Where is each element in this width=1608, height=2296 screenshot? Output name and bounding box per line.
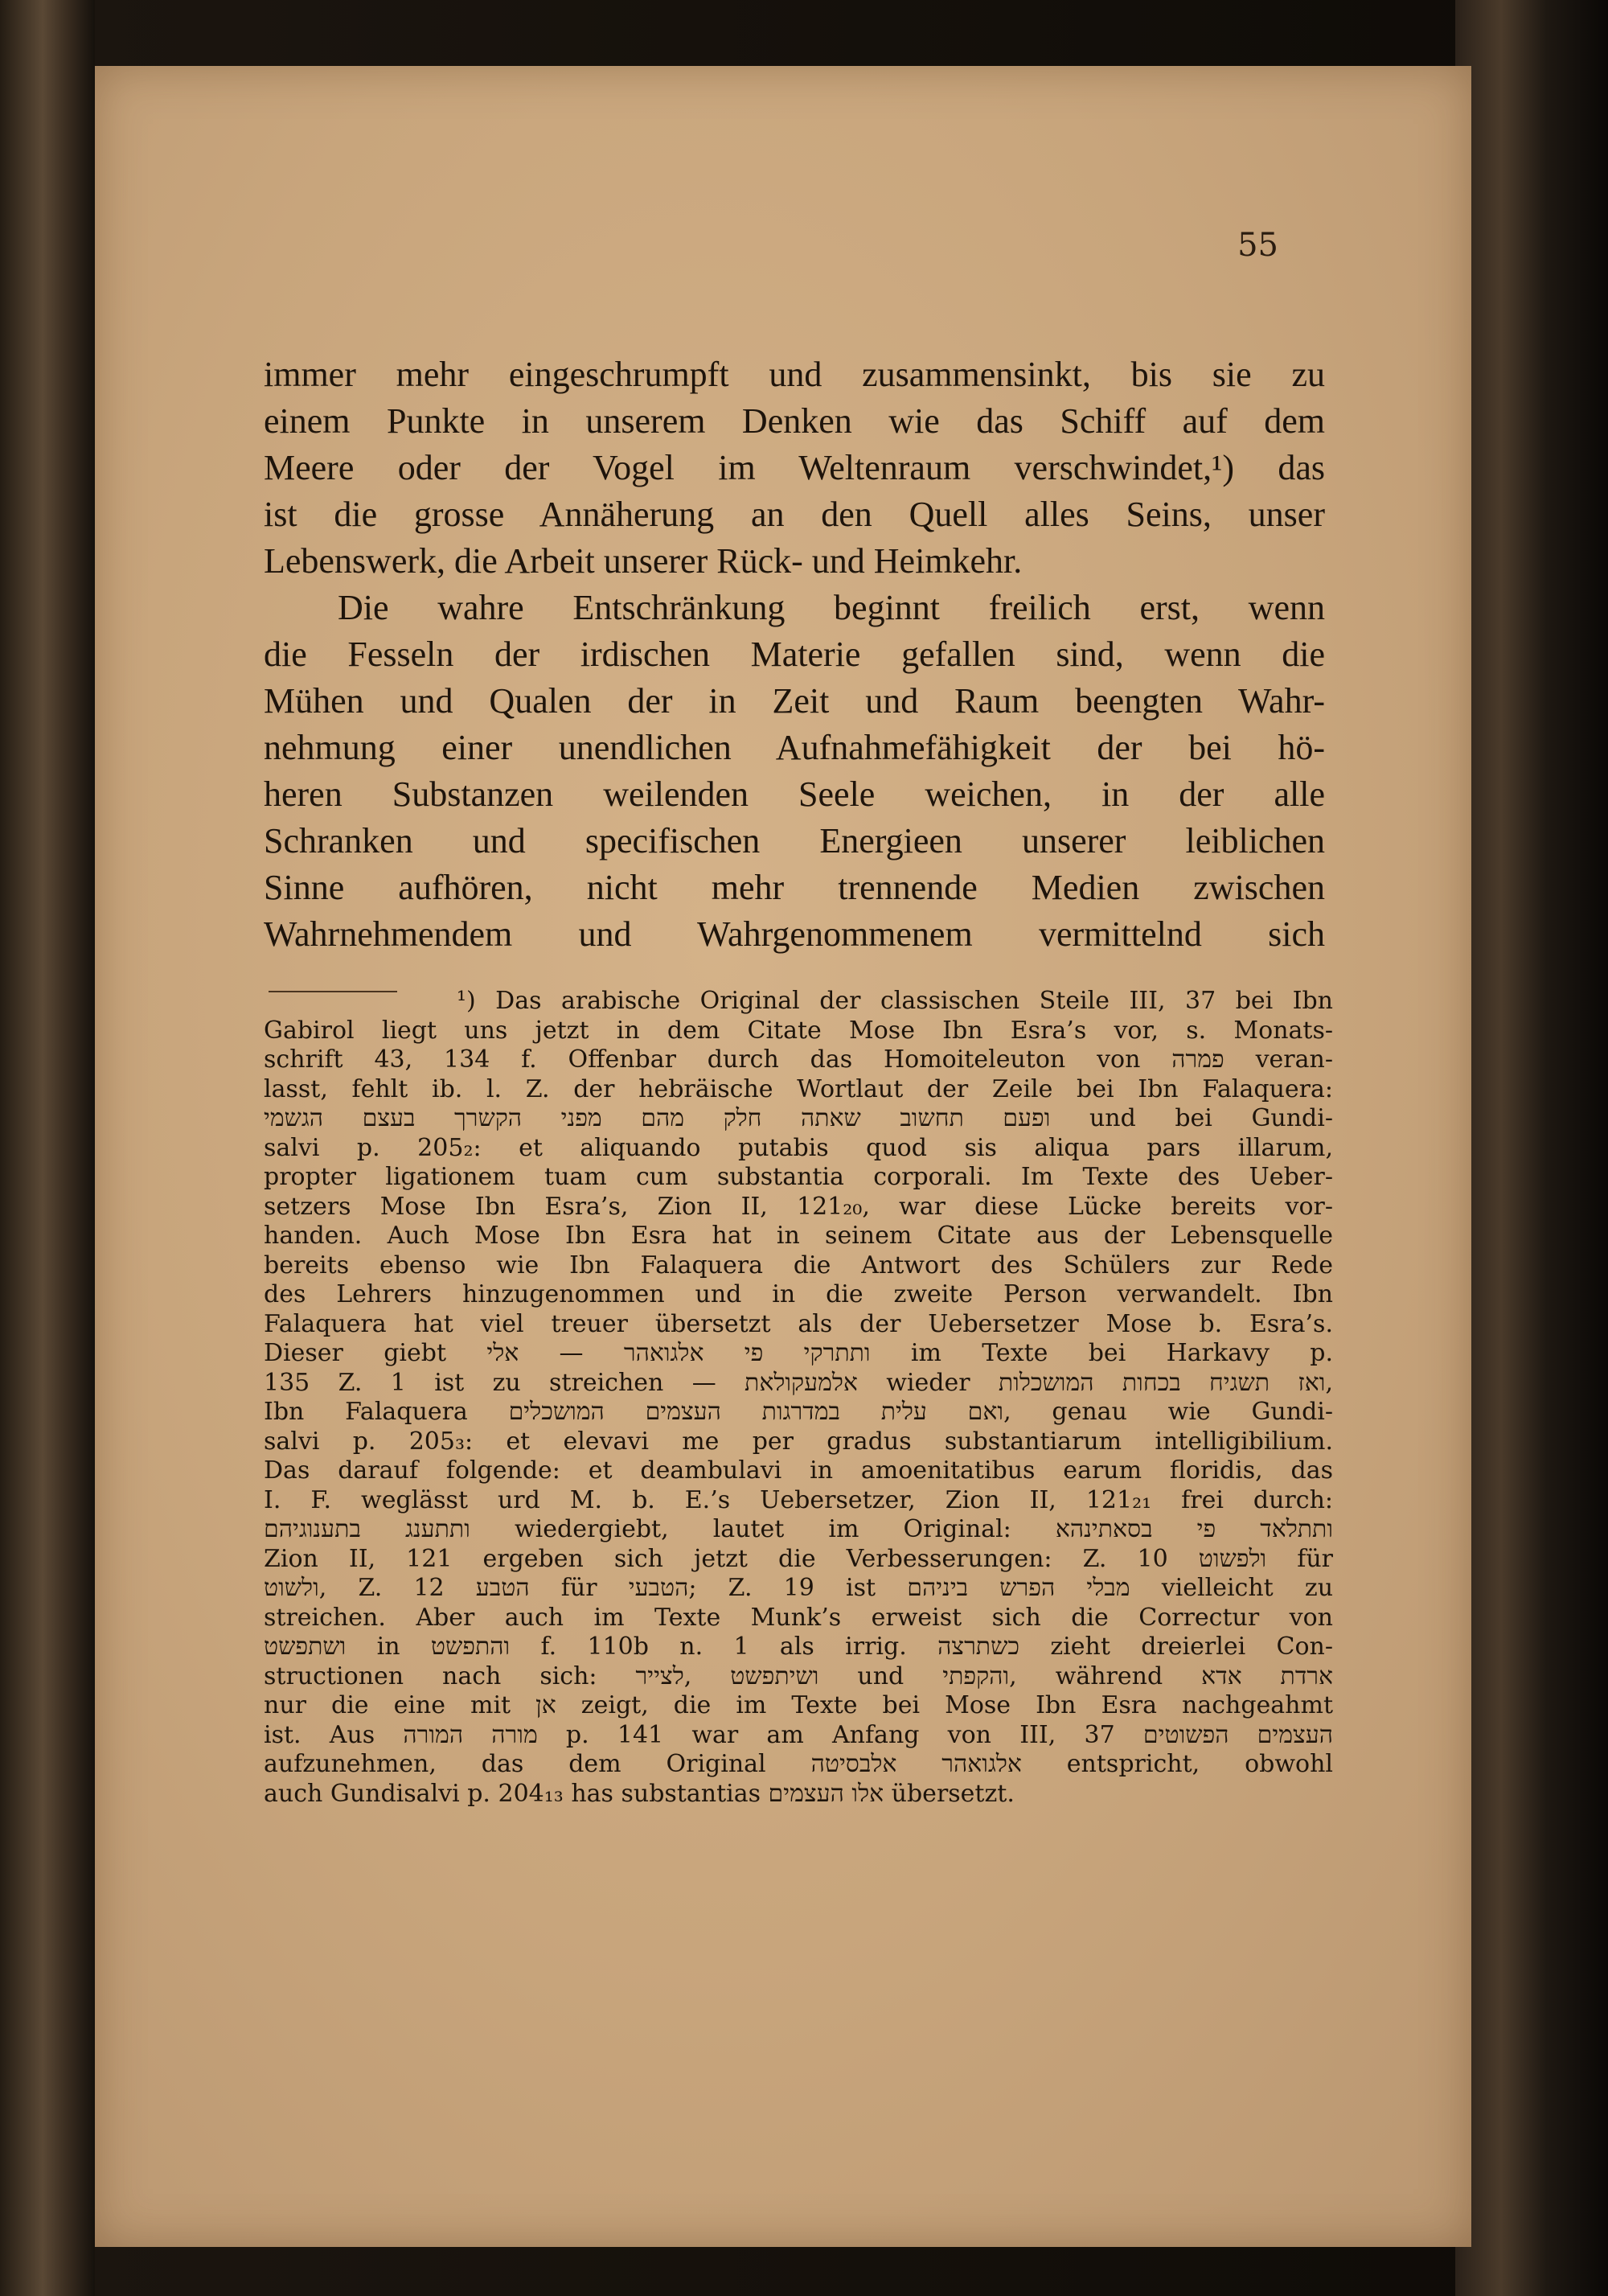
body-line: einem Punkte in unserem Denken wie das Schiff auf dem (264, 401, 1325, 441)
body-line: immer mehr eingeschrumpft und zusammensinkt, bis sie zu (264, 355, 1325, 394)
footnote-line: ותתענג בתענוגיהם wiedergiebt, lautet im Original: ותתלאד פי בסאתינהא (264, 1515, 1333, 1543)
book-binding-edge (0, 0, 95, 2296)
book-page (95, 66, 1471, 2247)
footnote-line: auch Gundisalvi p. 204₁₃ has substantias אלו העצמים übersetzt. (264, 1779, 1015, 1808)
body-line: nehmung einer unendlichen Aufnahmefähigkeit der bei hö- (264, 728, 1325, 767)
body-line: Meere oder der Vogel im Weltenraum verschwindet,¹) das (264, 448, 1325, 487)
main-text (264, 351, 1325, 958)
body-line: Die wahre Entschränkung beginnt freilich erst, wenn (338, 588, 1325, 627)
footnote-block (264, 987, 1333, 1809)
body-line: Sinne aufhören, nicht mehr trennende Medien zwischen (264, 868, 1325, 907)
footnote-line: ושתפשט in והתפשט f. 110b n. 1 als irrig. כשתרצה zieht dreierlei Con- (264, 1633, 1333, 1661)
footnote-line: Dieser giebt ותתרקי פי אלגואהר — אלי im Texte bei Harkavy p. (264, 1339, 1333, 1367)
footnote-line: Gabirol liegt uns jetzt in dem Citate Mose Ibn Esra’s vor, s. Monats- (264, 1016, 1333, 1045)
footnote-line: propter ligationem tuam cum substantia corporali. Im Texte des Ueber- (264, 1163, 1333, 1191)
footnote-line: ist. Aus מורה המורה p. 141 war am Anfang von III, 37 העצמים הפשוטים (264, 1720, 1333, 1749)
footnote-line: Das darauf folgende: et deambulavi in amoenitatibus earum floridis, das (264, 1456, 1333, 1485)
body-line: Wahrnehmendem und Wahrgenommenem vermittelnd sich (264, 914, 1325, 954)
footnote-line: Falaquera hat viel treuer übersetzt als der Uebersetzer Mose b. Esra’s. (264, 1309, 1333, 1338)
body-line: die Fesseln der irdischen Materie gefallen sind, wenn die (264, 635, 1325, 674)
body-line: heren Substanzen weilenden Seele weichen, in der alle (264, 774, 1325, 814)
footnote-line: schrift 43, 134 f. Offenbar durch das Homoiteleuton von פמרה veran- (264, 1045, 1333, 1074)
footnote-line: Ibn Falaquera ואם עלית במדרגות העצמים המושכלים, genau wie Gundi- (264, 1398, 1334, 1426)
footnote-line: ופעם תחשוב שאתה חלק מהם מפני הקשרך בעצם הגשמי und bei Gundi- (264, 1104, 1333, 1132)
footnote-line: setzers Mose Ibn Esra’s, Zion II, 121₂₀, war diese Lücke bereits vor- (264, 1192, 1333, 1221)
page-number: 55 (1237, 227, 1278, 264)
body-line: Lebenswerk, die Arbeit unserer Rück- und Heimkehr. (264, 541, 1023, 581)
footnote-line: Zion II, 121 ergeben sich jetzt die Verbesserungen: Z. 10 ולפשוט für (264, 1544, 1333, 1573)
footnote-line: salvi p. 205₂: et aliquando putabis quod sis aliqua pars illarum, (264, 1133, 1333, 1162)
footnote-line: streichen. Aber auch im Texte Munk’s erweist sich die Correctur von (264, 1603, 1333, 1632)
body-line: Mühen und Qualen der in Zeit und Raum beengten Wahr- (264, 681, 1325, 721)
footnote-line: salvi p. 205₃: et elevavi me per gradus substantiarum intelligibilium. (264, 1427, 1333, 1456)
body-line: Schranken und specifischen Energieen unserer leiblichen (264, 821, 1325, 860)
footnote-line: lasst, fehlt ib. l. Z. der hebräische Wortlaut der Zeile bei Ibn Falaquera: (264, 1074, 1333, 1103)
footnote-line: 135 Z. 1 ist zu streichen — אלמעקולאת wieder ואז תשגיח בכחות המושכלות, (264, 1368, 1334, 1397)
footnote-line: bereits ebenso wie Ibn Falaquera die Antwort des Schülers zur Rede (264, 1251, 1333, 1279)
footnote-line: nur die eine mit אן zeigt, die im Texte bei Mose Ibn Esra nachgeahmt (264, 1691, 1333, 1719)
footnote-line: ¹) Das arabische Original der classischen Steile III, 37 bei Ibn (457, 987, 1333, 1015)
page-edge-stack (1455, 0, 1608, 2296)
footnote-line: structionen nach sich: ושיתפשט ,לצייר und והקפתי, während ארדת אדא (264, 1661, 1334, 1690)
footnote-line: I. F. weglässt urd M. b. E.’s Uebersetzer, Zion II, 121₂₁ frei durch: (264, 1485, 1333, 1514)
footnote-line: ולשוט, Z. 12 הטבע für הטבעי; Z. 19 ist מבלי הפרש ביניהם vielleicht zu (264, 1574, 1334, 1602)
footnote-line: handen. Auch Mose Ibn Esra hat in seinem Citate aus der Lebensquelle (264, 1222, 1333, 1250)
body-line: ist die grosse Annäherung an den Quell alles Seins, unser (264, 495, 1325, 534)
footnote-line: des Lehrers hinzugenommen und in die zweite Person verwandelt. Ibn (264, 1280, 1333, 1308)
footnote-line: aufzunehmen, das dem Original אלגואהר אלבסיטה entspricht, obwohl (264, 1750, 1334, 1778)
